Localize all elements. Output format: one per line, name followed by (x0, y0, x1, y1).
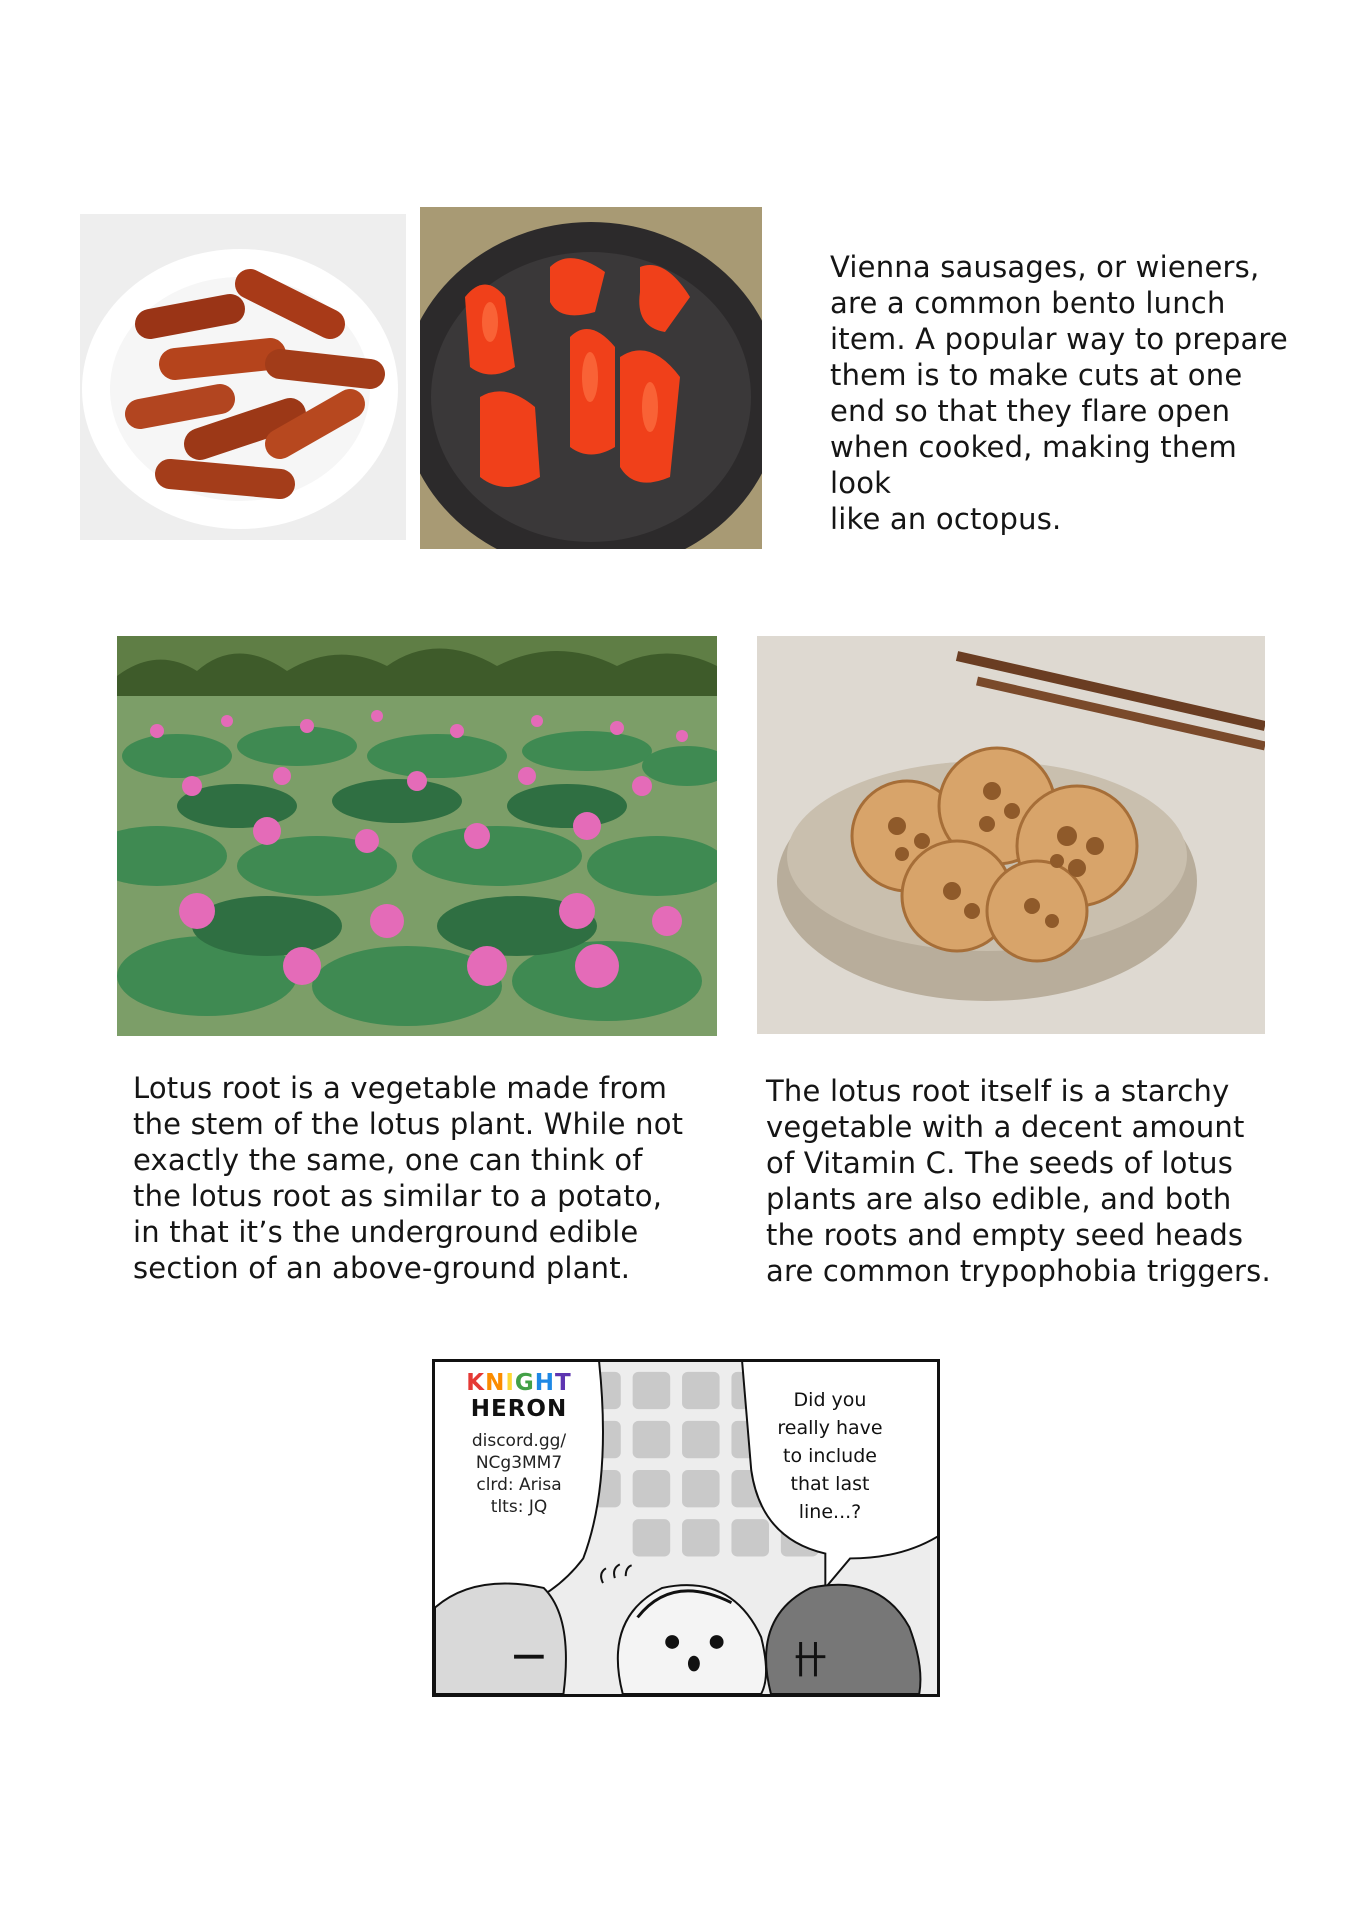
manga-credit-panel (432, 1359, 940, 1697)
sausage-caption: Vienna sausages, or wieners, are a common bento lunch item. A popular way to prepare them is to make cuts at one end so that they flare open when cooked, making them look like an octopus. (830, 250, 1288, 536)
octopus-sausage-photo (420, 207, 762, 549)
titles-credit: tlts: JQ (490, 1497, 548, 1517)
scanlation-logo-line2: HERON (470, 1396, 568, 1422)
colorist-credit: clrd: Arisa (476, 1475, 562, 1495)
lotus-nutrition-caption: The lotus root itself is a starchy vegetable with a decent amount of Vitamin C. The seeds of lotus plants are also edible, and both the roots and empty seed heads are common trypophobia triggers. (766, 1074, 1271, 1288)
sausage-plate-photo (80, 214, 406, 540)
dialogue-bubble: Did you really have to include that last line...? (777, 1389, 883, 1523)
lotus-field-photo (117, 636, 717, 1036)
credits-bubble (453, 1370, 585, 1518)
discord-link-line1: discord.gg/ (471, 1431, 567, 1451)
scanlation-logo-line1: KNIGHT (466, 1370, 572, 1396)
discord-link-line2: NCg3MM7 (475, 1453, 563, 1473)
lotus-root-caption: Lotus root is a vegetable made from the stem of the lotus plant. While not exactly the same, one can think of the lotus root as similar to a potato, in that it’s the underground edible section of an above-ground plant. (133, 1071, 684, 1285)
lotus-root-bowl-photo (757, 636, 1265, 1034)
